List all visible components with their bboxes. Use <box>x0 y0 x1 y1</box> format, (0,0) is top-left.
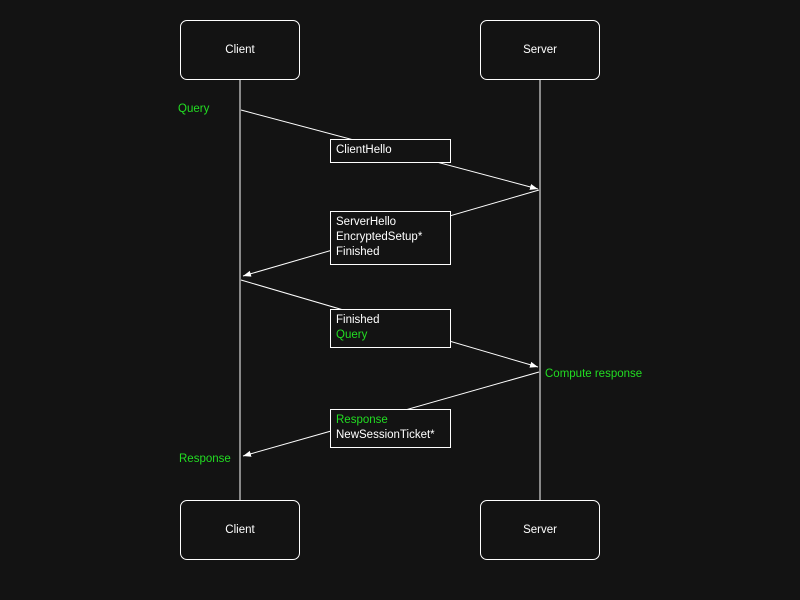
node-server-bottom-label: Server <box>523 524 557 536</box>
node-server-bottom[interactable] <box>480 500 600 560</box>
label-query: Query <box>178 103 210 115</box>
message-line: Query <box>336 329 368 341</box>
message-box-server-hello <box>330 211 451 265</box>
node-client-top-label: Client <box>225 44 255 56</box>
message-box-response <box>330 409 451 448</box>
node-server-top[interactable] <box>480 20 600 80</box>
message-line: Response <box>336 414 388 426</box>
node-client-top[interactable] <box>180 20 300 80</box>
label-compute-response: Compute response <box>545 368 643 380</box>
node-client-bottom-label: Client <box>225 524 255 536</box>
message-line: NewSessionTicket* <box>336 429 435 441</box>
message-line: EncryptedSetup* <box>336 231 423 243</box>
message-line: ClientHello <box>336 144 392 156</box>
message-line: Finished <box>336 314 380 326</box>
label-response: Response <box>179 453 231 465</box>
node-server-top-label: Server <box>523 44 557 56</box>
message-box-client-hello <box>330 139 451 163</box>
message-line: Finished <box>336 246 380 258</box>
message-box-finished-query <box>330 309 451 348</box>
message-line: ServerHello <box>336 216 397 228</box>
node-client-bottom[interactable] <box>180 500 300 560</box>
